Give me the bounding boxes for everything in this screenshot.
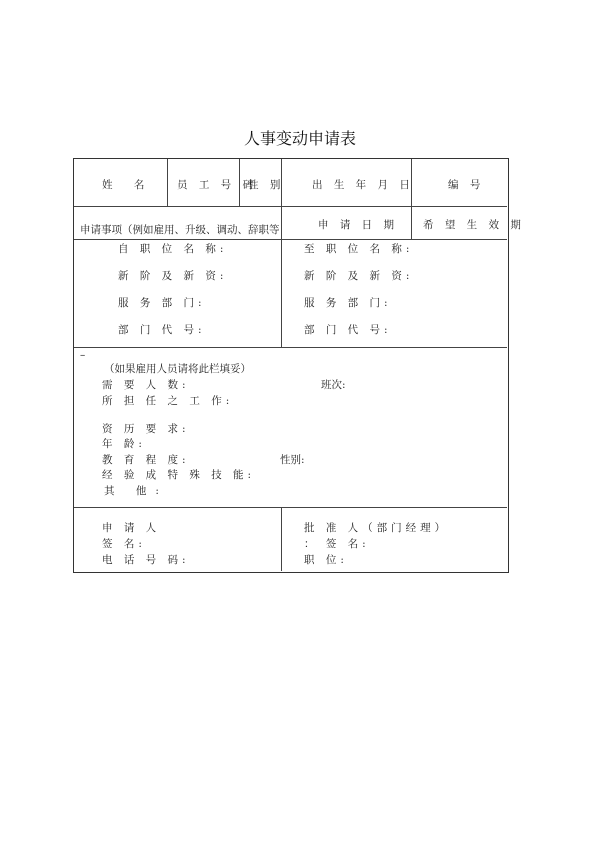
shift-label: 班次: (321, 379, 346, 391)
other-label: 其 他: (104, 485, 168, 497)
hire-dash: – (80, 349, 86, 361)
from-grade-label: 新 阶 及 新 资: (118, 270, 228, 282)
row-divider-1 (74, 206, 507, 207)
hire-gender-label: 性别: (280, 454, 305, 466)
form-title: 人事变动申请表 (243, 129, 356, 148)
col-divider-birth (411, 159, 412, 239)
col-divider-signature (281, 507, 282, 571)
experience-label: 资 历 要 求: (102, 423, 190, 435)
row-divider-4 (74, 507, 507, 508)
education-label: 教 育 程 度: (102, 454, 190, 466)
gender-label: 性 别 (248, 179, 285, 191)
from-dept-label: 服 务 部 门: (118, 297, 206, 309)
headcount-label: 需 要 人 数: (102, 379, 190, 391)
age-label: 年 龄: (102, 438, 146, 450)
col-divider-middle (281, 239, 282, 347)
applicant-sign-label: 签 名: (102, 538, 146, 550)
row-divider-2 (74, 239, 507, 240)
personnel-change-form (73, 158, 525, 573)
approver-label: 批 准 人（部门经理） (304, 522, 450, 534)
applicant-phone-label: 电 话 号 码: (102, 554, 190, 566)
duty-label: 所 担 任 之 工 作: (102, 395, 234, 407)
from-position-label: 自 职 位 名 称: (118, 243, 228, 255)
col-divider-gender (281, 159, 282, 239)
to-dept-label: 服 务 部 门: (304, 297, 392, 309)
approver-position-label: 职 位: (304, 554, 348, 566)
row-divider-3 (74, 347, 507, 348)
hire-note: （如果雇用人员请将此栏填妥） (104, 363, 251, 375)
from-dept-code-label: 部 门 代 号: (118, 324, 206, 336)
approver-sign-label: ： 签 名: (304, 538, 370, 550)
col-divider-name (167, 159, 168, 206)
apply-date-label: 申 请 日 期 (318, 219, 399, 231)
effective-date-label: 希 望 生 效 期 (423, 219, 525, 231)
applicant-label: 申 请 人 (102, 522, 161, 534)
employee-number-label: 员 工 号 码 (177, 179, 258, 191)
to-dept-code-label: 部 门 代 号: (304, 324, 392, 336)
to-grade-label: 新 阶 及 新 资: (304, 270, 414, 282)
to-position-label: 至 职 位 名 称: (304, 243, 414, 255)
skills-label: 经 验 成 特 殊 技 能: (102, 469, 256, 481)
request-item-label: 申请事项（例如雇用、升级、调动、辞职等 (80, 224, 280, 236)
number-label: 编 号 (448, 179, 485, 191)
birth-date-label: 出 生 年 月 日 (312, 179, 414, 191)
name-label: 姓 名 (102, 179, 154, 191)
